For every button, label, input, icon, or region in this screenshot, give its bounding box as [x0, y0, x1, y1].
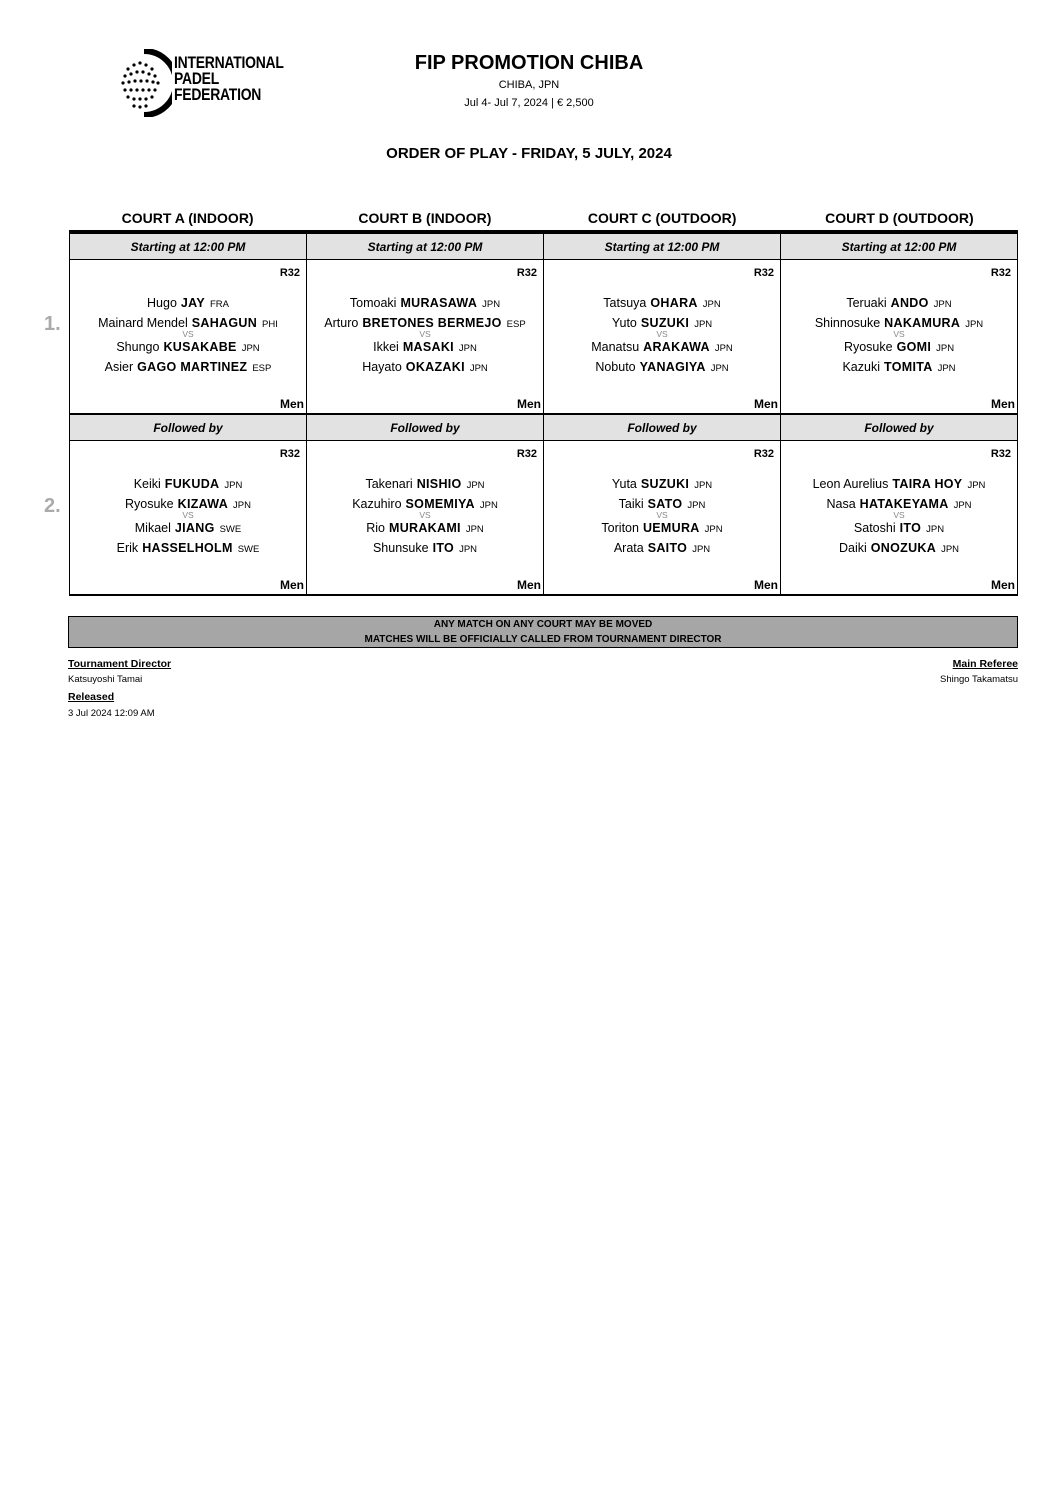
player-nationality: JPN — [692, 544, 711, 555]
match-cell — [70, 441, 307, 596]
player-first-name: Kazuki — [842, 360, 880, 374]
order-of-play-table — [69, 210, 1018, 596]
category-label: Men — [280, 397, 304, 411]
player-line — [70, 357, 306, 377]
player-nationality: JPN — [714, 343, 733, 354]
versus-label: VS — [419, 510, 431, 520]
schedule-notice — [68, 616, 1018, 648]
player-first-name: Ryosuke — [843, 340, 893, 354]
player-line — [307, 538, 543, 558]
round-label: R32 — [516, 448, 537, 460]
player-nationality: JPN — [224, 480, 243, 491]
court-b-heading: COURT B (INDOOR) — [358, 210, 492, 226]
player-surname: GAGO MARTINEZ — [137, 360, 248, 374]
player-nationality: JPN — [710, 363, 729, 374]
start-time-label: Followed by — [544, 415, 781, 441]
player-nationality: JPN — [241, 343, 260, 354]
match-row — [70, 441, 1018, 596]
versus-label: VS — [893, 329, 905, 339]
player-line — [544, 337, 780, 357]
category-label: Men — [517, 397, 541, 411]
match-cell — [307, 260, 544, 415]
versus-label: VS — [656, 329, 668, 339]
player-first-name: Teruaki — [846, 296, 887, 310]
category-label: Men — [280, 578, 304, 592]
court-c-heading: COURT C (OUTDOOR) — [587, 210, 737, 226]
player-nationality: JPN — [704, 524, 723, 535]
player-surname: MURAKAMI — [388, 521, 461, 535]
match-order-2: 2. — [44, 495, 61, 517]
player-first-name: Mainard Mendel — [98, 316, 188, 330]
player-surname: SAHAGUN — [191, 316, 258, 330]
player-first-name: Shunsuke — [372, 541, 429, 555]
player-first-name: Nobuto — [595, 360, 636, 374]
tournament-location: CHIBA, JPN — [498, 79, 560, 91]
player-first-name: Manatsu — [591, 340, 640, 354]
round-label: R32 — [990, 267, 1011, 279]
player-nationality: SWE — [237, 544, 260, 555]
player-first-name: Daiki — [838, 541, 867, 555]
player-nationality: JPN — [465, 524, 484, 535]
player-line — [544, 538, 780, 558]
player-first-name: Rio — [366, 521, 385, 535]
director-label: Tournament Director — [68, 658, 172, 670]
released-value: 3 Jul 2024 12:09 AM — [68, 708, 155, 719]
player-list — [307, 474, 543, 558]
player-surname: YANAGIYA — [639, 360, 706, 374]
versus-label: VS — [182, 510, 194, 520]
player-line — [781, 518, 1017, 538]
player-line — [307, 337, 543, 357]
player-line — [307, 293, 543, 313]
player-nationality: JPN — [702, 299, 721, 310]
player-nationality: JPN — [933, 299, 952, 310]
player-list — [70, 293, 306, 377]
player-line — [70, 474, 306, 494]
player-nationality: JPN — [458, 343, 477, 354]
player-first-name: Shinnosuke — [814, 316, 881, 330]
player-surname: HASSELHOLM — [142, 541, 233, 555]
player-nationality: JPN — [479, 500, 498, 511]
player-surname: HATAKEYAMA — [859, 497, 949, 511]
player-nationality: JPN — [694, 480, 713, 491]
player-nationality: ESP — [506, 319, 526, 330]
versus-label: VS — [656, 510, 668, 520]
player-first-name: Keiki — [133, 477, 161, 491]
match-order-1: 1. — [44, 313, 61, 335]
player-first-name: Nasa — [826, 497, 856, 511]
player-line — [70, 337, 306, 357]
player-nationality: JPN — [937, 363, 956, 374]
round-label: R32 — [990, 448, 1011, 460]
player-surname: ARAKAWA — [643, 340, 710, 354]
player-surname: SUZUKI — [640, 316, 690, 330]
player-nationality: JPN — [459, 544, 478, 555]
player-first-name: Kazuhiro — [352, 497, 402, 511]
player-first-name: Satoshi — [853, 521, 896, 535]
match-cell — [544, 260, 781, 415]
start-time-label: Followed by — [307, 415, 544, 441]
player-nationality: JPN — [469, 363, 488, 374]
player-line — [544, 518, 780, 538]
player-surname: SOMEMIYA — [405, 497, 475, 511]
player-first-name: Leon Aurelius — [812, 477, 889, 491]
category-label: Men — [991, 578, 1015, 592]
player-surname: ITO — [899, 521, 922, 535]
player-nationality: JPN — [953, 500, 972, 511]
player-nationality: JPN — [926, 524, 945, 535]
player-nationality: JPN — [694, 319, 713, 330]
player-line — [307, 518, 543, 538]
player-nationality: PHI — [262, 319, 278, 330]
player-nationality: FRA — [209, 299, 229, 310]
director-name: Katsuyoshi Tamai — [68, 674, 143, 685]
player-nationality: JPN — [965, 319, 984, 330]
round-label: R32 — [753, 267, 774, 279]
player-nationality: ESP — [252, 363, 272, 374]
player-first-name: Taiki — [618, 497, 644, 511]
player-first-name: Asier — [104, 360, 134, 374]
start-time-label: Followed by — [70, 415, 307, 441]
match-row — [70, 260, 1018, 415]
round-label: R32 — [279, 448, 300, 460]
player-surname: SAITO — [647, 541, 688, 555]
notice-line: ANY MATCH ON ANY COURT MAY BE MOVED — [433, 619, 653, 630]
player-surname: NISHIO — [416, 477, 462, 491]
player-list — [781, 293, 1017, 377]
court-d-heading: COURT D (OUTDOOR) — [825, 210, 974, 226]
player-nationality: JPN — [687, 500, 706, 511]
player-first-name: Tomoaki — [349, 296, 397, 310]
start-time-label: Starting at 12:00 PM — [70, 234, 307, 260]
row-start-labels — [70, 234, 1018, 260]
match-cell — [70, 260, 307, 415]
player-surname: UEMURA — [642, 521, 700, 535]
start-time-label: Starting at 12:00 PM — [544, 234, 781, 260]
player-surname: MURASAWA — [400, 296, 478, 310]
player-first-name: Takenari — [365, 477, 413, 491]
player-line — [70, 538, 306, 558]
notice-line: MATCHES WILL BE OFFICIALLY CALLED FROM TOURNAMENT DIRECTOR — [364, 634, 722, 645]
player-nationality: JPN — [967, 480, 986, 491]
player-surname: FUKUDA — [164, 477, 220, 491]
match-cell — [781, 441, 1018, 596]
player-line — [781, 538, 1017, 558]
released-label: Released — [68, 691, 115, 703]
player-surname: TOMITA — [884, 360, 933, 374]
player-first-name: Hugo — [147, 296, 177, 310]
player-line — [70, 518, 306, 538]
player-first-name: Arturo — [324, 316, 359, 330]
row-start-labels — [70, 415, 1018, 441]
player-first-name: Yuta — [611, 477, 637, 491]
logo-wordmark: INTERNATIONAL PADEL FEDERATION — [174, 53, 284, 104]
player-surname: OKAZAKI — [405, 360, 465, 374]
player-list — [544, 474, 780, 558]
referee-name: Shingo Takamatsu — [940, 674, 1018, 685]
player-first-name: Erik — [116, 541, 139, 555]
order-of-play-title: ORDER OF PLAY - FRIDAY, 5 JULY, 2024 — [386, 145, 672, 162]
player-surname: JIANG — [174, 521, 215, 535]
category-label: Men — [754, 397, 778, 411]
player-line — [307, 474, 543, 494]
player-surname: KIZAWA — [177, 497, 229, 511]
player-surname: SATO — [647, 497, 683, 511]
player-surname: TAIRA HOY — [892, 477, 963, 491]
player-surname: JAY — [180, 296, 205, 310]
match-cell — [307, 441, 544, 596]
player-nationality: JPN — [466, 480, 485, 491]
tournament-dates-prize: Jul 4- Jul 7, 2024 | € 2,500 — [464, 97, 594, 109]
versus-label: VS — [182, 329, 194, 339]
player-line — [544, 474, 780, 494]
player-surname: ANDO — [890, 296, 929, 310]
player-nationality: SWE — [219, 524, 242, 535]
player-line — [781, 474, 1017, 494]
player-nationality: JPN — [941, 544, 960, 555]
round-label: R32 — [753, 448, 774, 460]
referee-label: Main Referee — [952, 658, 1018, 670]
player-line — [544, 293, 780, 313]
versus-label: VS — [893, 510, 905, 520]
player-surname: ITO — [432, 541, 455, 555]
player-first-name: Shungo — [116, 340, 160, 354]
player-line — [307, 357, 543, 377]
player-line — [544, 357, 780, 377]
player-line — [70, 293, 306, 313]
player-surname: MASAKI — [402, 340, 454, 354]
player-nationality: JPN — [482, 299, 501, 310]
player-list — [781, 474, 1017, 558]
match-grid — [69, 234, 1018, 596]
player-first-name: Arata — [613, 541, 644, 555]
round-label: R32 — [516, 267, 537, 279]
player-surname: OHARA — [650, 296, 698, 310]
start-time-label: Followed by — [781, 415, 1018, 441]
start-time-label: Starting at 12:00 PM — [781, 234, 1018, 260]
player-surname: ONOZUKA — [870, 541, 937, 555]
match-cell — [544, 441, 781, 596]
player-surname: KUSAKABE — [163, 340, 237, 354]
court-a-heading: COURT A (INDOOR) — [121, 210, 254, 226]
player-surname: SUZUKI — [640, 477, 690, 491]
player-line — [781, 293, 1017, 313]
player-nationality: JPN — [936, 343, 955, 354]
match-cell — [781, 260, 1018, 415]
player-first-name: Ryosuke — [124, 497, 174, 511]
player-first-name: Mikael — [134, 521, 171, 535]
player-list — [307, 293, 543, 377]
player-line — [781, 357, 1017, 377]
player-list — [544, 293, 780, 377]
player-first-name: Ikkei — [373, 340, 399, 354]
player-first-name: Tatsuya — [603, 296, 647, 310]
start-time-label: Starting at 12:00 PM — [307, 234, 544, 260]
category-label: Men — [517, 578, 541, 592]
player-surname: NAKAMURA — [884, 316, 961, 330]
category-label: Men — [754, 578, 778, 592]
player-surname: GOMI — [896, 340, 932, 354]
player-first-name: Toriton — [601, 521, 639, 535]
versus-label: VS — [419, 329, 431, 339]
player-nationality: JPN — [233, 500, 251, 511]
player-surname: BRETONES BERMEJO — [362, 316, 502, 330]
player-line — [781, 337, 1017, 357]
category-label: Men — [991, 397, 1015, 411]
round-label: R32 — [279, 267, 300, 279]
tournament-title: FIP PROMOTION CHIBA — [414, 52, 644, 74]
player-first-name: Hayato — [362, 360, 402, 374]
player-list — [70, 474, 306, 558]
player-first-name: Yuto — [611, 316, 637, 330]
